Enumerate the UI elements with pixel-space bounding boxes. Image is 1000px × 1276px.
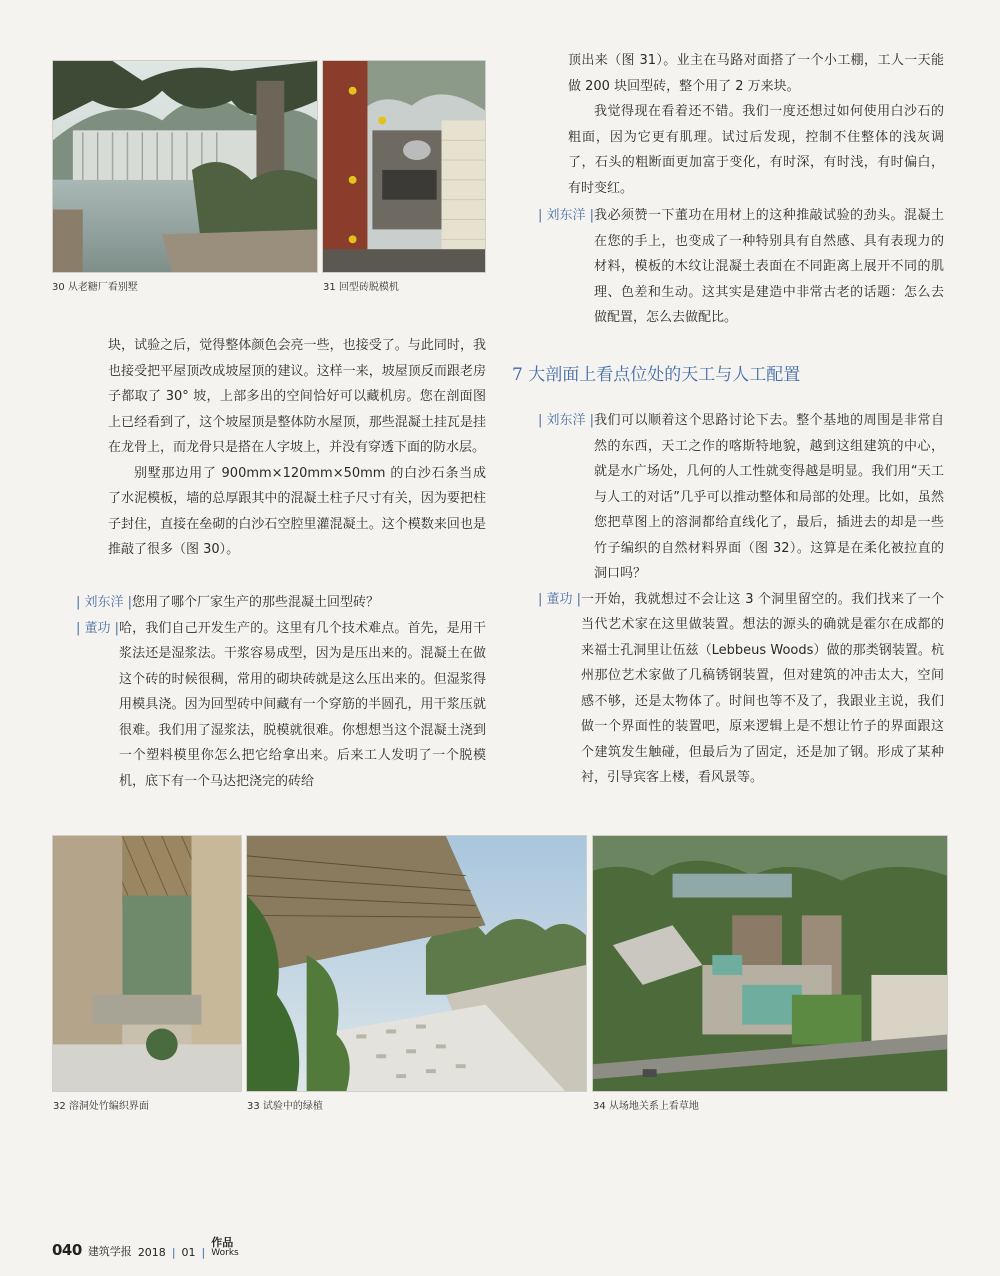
speaker-label: | 董功 |	[76, 620, 120, 636]
dialogue-block	[538, 408, 944, 791]
figure-32-caption: 32 溶洞处竹编织界面	[53, 1101, 149, 1112]
speaker-label: | 刘东洋 |	[538, 413, 595, 428]
speaker-label: | 刘东洋 |	[538, 208, 595, 223]
paragraph: 块，试验之后，觉得整体颜色会亮一些，也接受了。与此同时，我也接受把平屋顶改成坡屋顶的建议。这样一来，坡屋顶反而跟老房子都取了 30° 坡，上部多出的空间恰好可以藏机房。您在剖面图上已经看到了，这个坡屋顶是整体防水屋顶，那些混凝土挂瓦是挂在龙骨上，而龙骨只是搭在人字坡上，并没有穿透下面的防水层。	[108, 338, 486, 455]
footer-divider: |	[201, 1246, 206, 1259]
right-column-top	[568, 48, 944, 201]
footer-divider: |	[171, 1246, 176, 1259]
journal-year: 2018	[137, 1246, 166, 1259]
speaker-text: 我必须赞一下董功在用材上的这种推敲试验的劲头。混凝土在您的手上，也变成了一种特别具有自然感、具有表现力的材料，模板的木纹让混凝土表面在不同距离上展开不同的肌理、色差和生动。这其实是建造中非常古老的话题：怎么去做配置，怎么去做配比。	[594, 208, 944, 325]
dialogue-entry	[538, 408, 944, 587]
speaker-text: 我们可以顺着这个思路讨论下去。整个基地的周围是非常自然的东西，天工之作的喀斯特地貌，越到这组建筑的中心，就是水广场处，几何的人工性就变得越是明显。我们用“天工与人工的对话”几乎可以推动整体和局部的处理。比如，虽然您把草图上的溶洞都给直线化了，最后，插进去的却是一些竹子编织的自然材料界面（图 32）。这算是在柔化被拉直的洞口吗？	[594, 413, 944, 581]
paragraph: 我觉得现在看着还不错。我们一度还想过如何使用白沙石的粗面，因为它更有肌理。试过后发现，控制不住整体的浅灰调了，石头的粗断面更加富于变化，有时深，有时浅，有时偏白，有时变红。	[568, 104, 944, 196]
section-label-en: Works	[211, 1248, 239, 1258]
dialogue-entry	[538, 587, 944, 791]
section-label-cn: 作品	[211, 1236, 234, 1249]
left-column	[108, 333, 486, 563]
figure-30-caption: 30 从老糖厂看别墅	[52, 282, 138, 293]
section-label	[211, 1237, 238, 1259]
speaker-label: | 董功 |	[538, 591, 582, 607]
section-heading: 7 大剖面上看点位处的天工与人工配置	[512, 365, 801, 385]
journal-name: 建筑学报	[87, 1245, 132, 1258]
figure-30-photo	[52, 60, 318, 273]
speaker-text: 您用了哪个厂家生产的那些混凝土回型砖？	[132, 595, 380, 610]
page-footer	[52, 1237, 239, 1259]
figure-32-photo	[52, 835, 242, 1092]
figure-33-caption: 33 试验中的绿植	[247, 1101, 323, 1112]
figure-34-photo	[592, 835, 948, 1092]
speaker-text: 一开始，我就想过不会让这 3 个洞里留空的。我们找来了一个当代艺术家在这里做装置。想法的源头的确就是霍尔在成都的来福士孔洞里让伍兹（Lebbeus Woods）做的那类钢装置。杭州那位艺术家做了几稿锈钢装置，但对建筑的冲击太大，空间感不够，还是太物体了。时间也等不及了，我跟业主说，我们做一个界面性的装置吧，原来逻辑上是不想让竹子的界面跟这个建筑发生触碰，但最后为了固定，还是加了钢。形成了某种衬，引导宾客上楼，看风景等。	[581, 591, 944, 785]
dialogue-entry	[76, 616, 486, 795]
dialogue-entry	[538, 203, 944, 331]
dialogue-block	[76, 590, 486, 794]
figure-34-caption: 34 从场地关系上看草地	[593, 1101, 699, 1112]
page-number: 040	[52, 1241, 82, 1259]
speaker-text: 哈，我们自己开发生产的。这里有几个技术难点。首先，是用干浆法还是湿浆法。干浆容易成型，因为是压出来的。混凝土在做这个砖的时候很稠，常用的砌块砖就是这么压出来的。但湿浆得用模具浇。因为回型砖中间藏有一个穿筋的半圆孔，用干浆压就很难。我们用了湿浆法，脱模就很难。你想想当这个混凝土浇到一个塑料模里你怎么把它给拿出来。后来工人发明了一个脱模机，底下有一个马达把浇完的砖给	[119, 620, 486, 789]
dialogue-block	[538, 203, 944, 331]
paragraph: 顶出来（图 31）。业主在马路对面搭了一个小工棚，工人一天能做 200 块回型砖，整个用了 2 万来块。	[568, 53, 944, 94]
paragraph: 别墅那边用了 900mm×120mm×50mm 的白沙石条当成了水泥模板，墙的总厚跟其中的混凝土柱子尺寸有关，因为要把柱子封住，直接在垒砌的白沙石空腔里灌混凝土。这个模数来回也是推敲了很多（图 30）。	[108, 465, 486, 557]
journal-issue: 01	[181, 1246, 196, 1259]
figure-31-caption: 31 回型砖脱模机	[323, 282, 399, 293]
dialogue-entry	[76, 590, 486, 616]
figure-31-photo	[322, 60, 486, 273]
figure-33-photo	[246, 835, 587, 1092]
speaker-label: | 刘东洋 |	[76, 595, 133, 610]
